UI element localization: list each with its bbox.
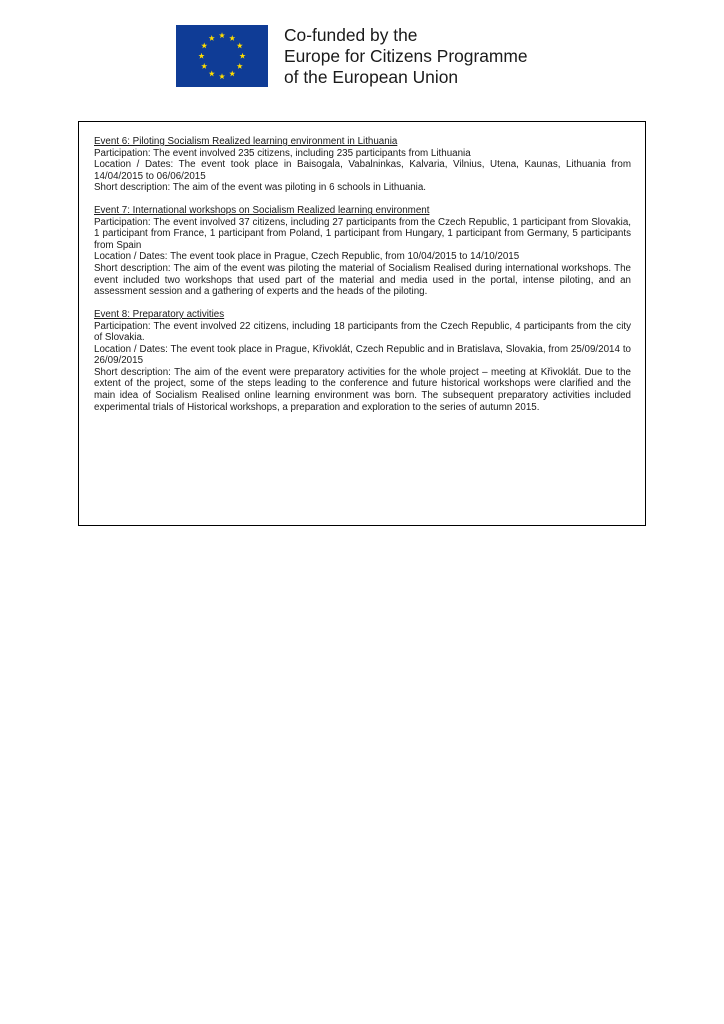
programme-statement	[284, 25, 656, 88]
event-title: Event 8: Preparatory activities	[94, 309, 225, 321]
event-location-dates: Location / Dates: The event took place in Prague, Křivoklát, Czech Republic and in Bratislava, Slovakia, from 25/09/2014 to 26/09/2015	[94, 343, 631, 367]
page-header	[176, 25, 656, 89]
eu-flag-icon	[176, 25, 268, 87]
event-8	[94, 309, 631, 413]
event-short-description: Short description: The aim of the event were preparatory activities for the whole project – meeting at Křivoklát. Due to the extent of the project, some of the steps leading to the conference and future historical workshops were clarified and the main idea of Socialism Realised online learning environment was born. The subsequent preparatory activities included experimental trials of Historical workshops, a preparation and exploration to the series of autumn 2015.	[94, 366, 631, 413]
event-participation: Participation: The event involved 37 citizens, including 27 participants from the Czech Republic, 1 participant from Slovakia, 1 participant from France, 1 participant from Poland, 1 participant from Hungary, 1 participant from Germany, 5 participants from Spain	[94, 216, 631, 251]
programme-line: Europe for Citizens Programme	[284, 46, 528, 66]
event-participation: Participation: The event involved 22 citizens, including 18 participants from the Czech Republic, 4 participants from the city of Slovakia.	[94, 320, 631, 344]
event-6	[94, 136, 631, 194]
event-participation: Participation: The event involved 235 citizens, including 235 participants from Lithuania	[94, 147, 471, 159]
event-location-dates: Location / Dates: The event took place in Prague, Czech Republic, from 10/04/2015 to 14/10/2015	[94, 251, 520, 263]
event-title: Event 6: Piloting Socialism Realized learning environment in Lithuania	[94, 136, 398, 147]
programme-line: Co-funded by the	[284, 25, 418, 45]
event-title: Event 7: International workshops on Socialism Realized learning environment	[94, 205, 430, 217]
event-short-description: Short description: The aim of the event was piloting in 6 schools in Lithuania.	[94, 182, 427, 194]
programme-line: of the European Union	[284, 67, 459, 87]
events-box	[78, 121, 646, 526]
event-location-dates: Location / Dates: The event took place in Baisogala, Vabalninkas, Kalvaria, Vilnius, Utena, Kaunas, Lithuania from 14/04/2015 to 06/06/2015	[94, 159, 631, 182]
event-short-description: Short description: The aim of the event was piloting the material of Socialism Realised during international workshops. The event included two workshops that used part of the material and media used in the portal, intense piloting, and an assessment session and a gathering of experts and the heads of the piloting.	[94, 263, 631, 298]
event-7	[94, 205, 631, 297]
